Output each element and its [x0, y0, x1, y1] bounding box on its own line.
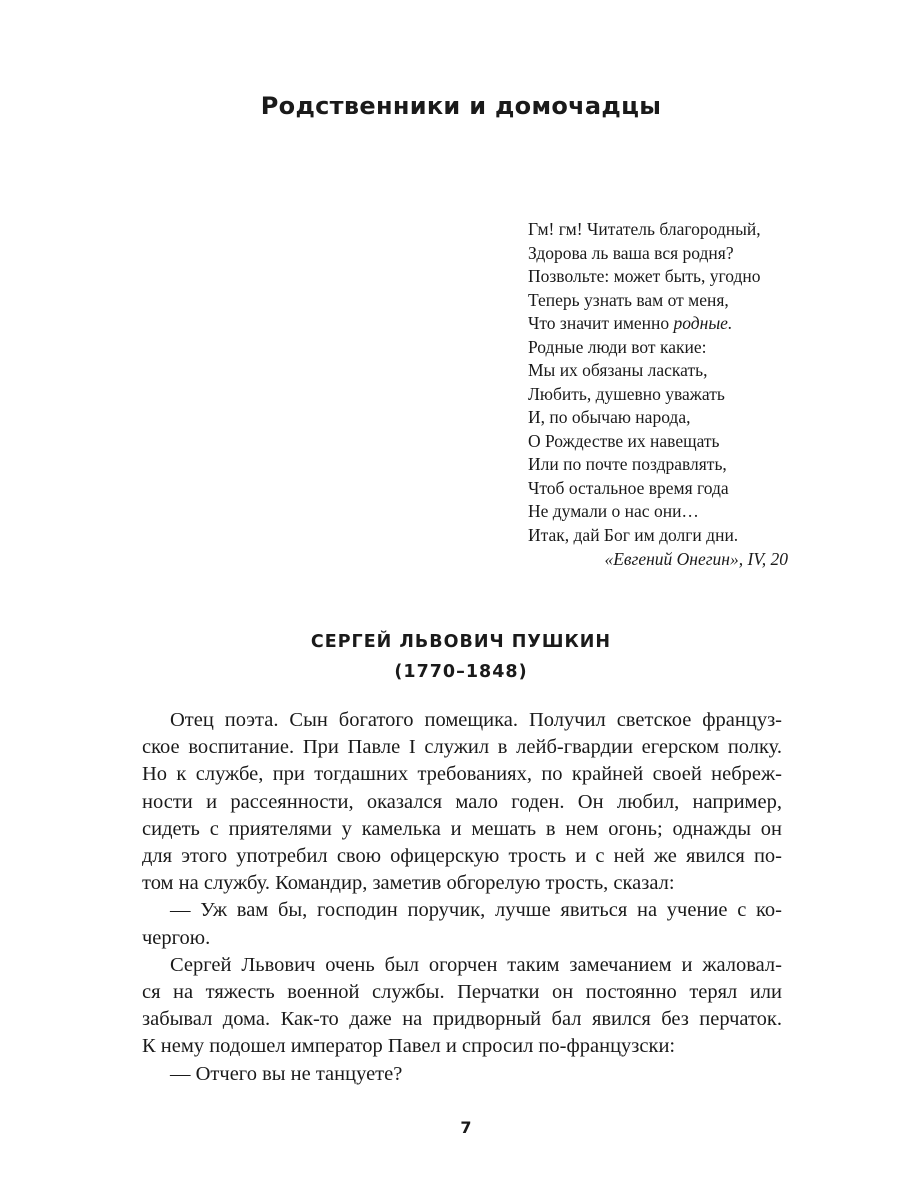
epigraph-line: Итак, дай Бог им долги дни. [528, 524, 739, 545]
epigraph-line: И, по обычаю народа, [528, 407, 691, 427]
body-text-line: — Уж вам бы, господин поручик, лучше явиться на учение с ко- [170, 899, 782, 922]
epigraph-line: Или по почте поздравлять, [528, 454, 727, 474]
epigraph-line: О Рождестве их навещать [528, 430, 720, 451]
epigraph-line: Любить, душевно уважать [528, 383, 725, 404]
body-text-line: сидеть с приятелями у камелька и мешать в нем огонь; однажды он [142, 817, 782, 840]
epigraph-line: Не думали о нас они… [528, 501, 699, 521]
body-text-line: ности и рассеянности, оказался мало годен. Он любил, например, [142, 790, 782, 813]
epigraph-line: Мы их обязаны ласкать, [528, 360, 708, 380]
epigraph-line: Чтоб остальное время года [528, 477, 729, 498]
epigraph-line: Гм! гм! Читатель благородный, [528, 219, 761, 239]
epigraph-line: Родные люди вот какие: [528, 336, 707, 357]
epigraph-italic-word: родные. [673, 313, 733, 333]
body-text-line: ся на тяжесть военной службы. Перчатки он постоянно терял или [142, 981, 782, 1004]
body-text-line: том на службу. Командир, заметив обгорелую трость, сказал: [142, 872, 675, 895]
body-text-line: Сергей Львович очень был огорчен таким замечанием и жаловал- [170, 953, 782, 976]
body-text-line: чергою. [142, 926, 211, 949]
epigraph [528, 218, 788, 572]
epigraph-line [528, 312, 788, 336]
epigraph-line-text: Что значит именно [528, 313, 674, 333]
epigraph-line: Позвольте: может быть, угодно [528, 266, 761, 286]
body-text-line: Отец поэта. Сын богатого помещика. Получил светское француз- [170, 709, 782, 731]
epigraph-line: Здорова ль ваша вся родня? [528, 242, 734, 263]
body-text-line: для этого употребил свою офицерскую трость и с ней же явился по- [142, 845, 782, 868]
body-text-line: К нему подошел император Павел и спросил по-французски: [142, 1035, 676, 1058]
section-heading [0, 627, 900, 687]
body-text-line: — Отчего вы не танцуете? [170, 1062, 403, 1085]
body-text-line: забывал дома. Как-то даже на придворный бал явился без перчаток. [142, 1008, 782, 1031]
body-text [142, 707, 782, 1088]
page-number: 7 [460, 1118, 472, 1137]
body-text-line: ское воспитание. При Павле I служил в лейб-гвардии егерском полку. [142, 736, 782, 759]
epigraph-line: Теперь узнать вам от меня, [528, 289, 729, 310]
section-person-name: СЕРГЕЙ ЛЬВОВИЧ ПУШКИН [310, 632, 612, 652]
body-text-line: Но к службе, при тогдашних требованиях, по крайней своей небреж- [142, 763, 782, 786]
section-person-years: (1770–1848) [394, 662, 528, 682]
chapter-title: Родственники и домочадцы [260, 92, 662, 120]
epigraph-source: «Евгений Онегин», IV, 20 [604, 549, 788, 569]
